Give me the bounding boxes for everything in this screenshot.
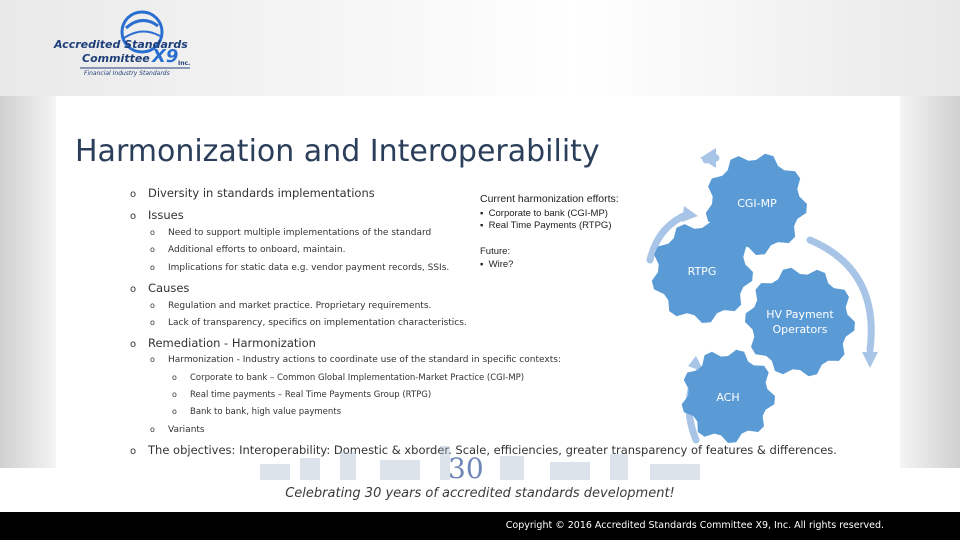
current-item-text: Corporate to bank (CGI-MP) — [488, 208, 608, 219]
bullet-text: Harmonization - Industry actions to coordinate use of the standard in specific contexts: — [168, 355, 561, 365]
logo-line2: Committee — [82, 52, 150, 65]
right-frame — [900, 96, 960, 468]
issues-item — [150, 228, 431, 238]
bullet-text: Real time payments – Real Time Payments Group (RTPG) — [190, 390, 432, 400]
left-frame — [0, 96, 56, 468]
bullet-marker: o — [150, 425, 155, 434]
bullet-marker: o — [150, 245, 155, 254]
bullet-marker: o — [130, 189, 137, 200]
gears-diagram — [600, 140, 900, 460]
bullet-text: Bank to bank, high value payments — [190, 407, 342, 417]
bullet-marker: o — [130, 211, 137, 222]
bullet-text: Lack of transparency, specifics on implementation characteristics. — [168, 318, 467, 328]
bullet-text: Need to support multiple implementations of the standard — [168, 228, 432, 238]
logo-x9: X9 — [152, 46, 179, 67]
bullet-text: Corporate to bank – Common Global Implementation-Market Practice (CGI-MP) — [190, 373, 525, 383]
gear-label-hv-line1: HV Payment — [766, 308, 834, 321]
bullet-marker: o — [150, 318, 155, 327]
bullet-text: Variants — [168, 425, 205, 435]
bullet-marker: o — [172, 373, 177, 382]
remediation-subitem — [172, 390, 431, 400]
current-item — [480, 220, 611, 231]
bullet-marker: ▪ — [480, 220, 484, 231]
logo-line1: Accredited Standards — [54, 38, 188, 51]
bullet-text: Implications for static data e.g. vendor payment records, SSIs. — [168, 263, 450, 273]
causes-item — [150, 318, 467, 328]
bullet-marker: o — [130, 446, 137, 457]
current-heading: Current harmonization efforts: — [480, 193, 619, 205]
gear-label-ach: ACH — [716, 391, 740, 404]
footer-bar — [0, 512, 960, 540]
bullet-marker: o — [172, 390, 177, 399]
variants-item — [150, 425, 205, 435]
issues-item — [150, 263, 449, 273]
current-item — [480, 208, 608, 219]
logo-tagline: Financial Industry Standards — [84, 70, 170, 77]
future-item — [480, 259, 513, 270]
gear-label-hv-payment — [760, 307, 840, 337]
bullet-text: Additional efforts to onboard, maintain. — [168, 245, 346, 255]
bullet-marker: ▪ — [480, 208, 484, 219]
remediation-item — [150, 355, 561, 365]
causes-item — [150, 301, 431, 311]
bullet-text: The objectives: Interoperability: Domestic & xborder. Scale, efficiencies, greater transparency of features & differences. — [148, 443, 837, 457]
bullet-text: Diversity in standards implementations — [148, 186, 375, 200]
bullet-marker: o — [150, 263, 155, 272]
gear-label-hv-line2: Operators — [772, 323, 828, 336]
gears-graphic — [600, 140, 900, 460]
bullet-text: Regulation and market practice. Proprietary requirements. — [168, 301, 432, 311]
bullet-marker: o — [150, 228, 155, 237]
bullet-text: Causes — [148, 281, 190, 295]
bullet-issues — [130, 208, 184, 222]
bullet-remediation — [130, 336, 316, 350]
bullet-causes — [130, 281, 189, 295]
anniversary-number: 30 — [448, 452, 484, 485]
page-title: Harmonization and Interoperability — [75, 134, 600, 169]
bullet-text: Issues — [148, 208, 184, 222]
future-item-text: Wire? — [488, 259, 514, 270]
x9-logo — [50, 8, 200, 84]
bullet-marker: o — [172, 407, 177, 416]
bullet-marker: o — [150, 301, 155, 310]
gear-label-cgi-mp: CGI-MP — [737, 197, 777, 210]
logo-inc: Inc. — [178, 60, 191, 67]
remediation-subitem — [172, 373, 524, 383]
current-item-text: Real Time Payments (RTPG) — [488, 220, 612, 231]
bullet-marker: o — [130, 284, 137, 295]
bullet-text: Remediation - Harmonization — [148, 336, 316, 350]
copyright-text: Copyright © 2016 Accredited Standards Committee X9, Inc. All rights reserved. — [505, 520, 884, 531]
bullet-marker: o — [150, 355, 155, 364]
bullet-marker: o — [130, 339, 137, 350]
celebration-tagline: Celebrating 30 years of accredited standards development! — [285, 486, 675, 501]
future-heading: Future: — [480, 246, 511, 257]
remediation-subitem — [172, 407, 341, 417]
bullet-marker: ▪ — [480, 259, 484, 270]
issues-item — [150, 245, 345, 255]
gear-label-rtpg: RTPG — [687, 265, 717, 278]
bullet-diversity — [130, 186, 375, 200]
